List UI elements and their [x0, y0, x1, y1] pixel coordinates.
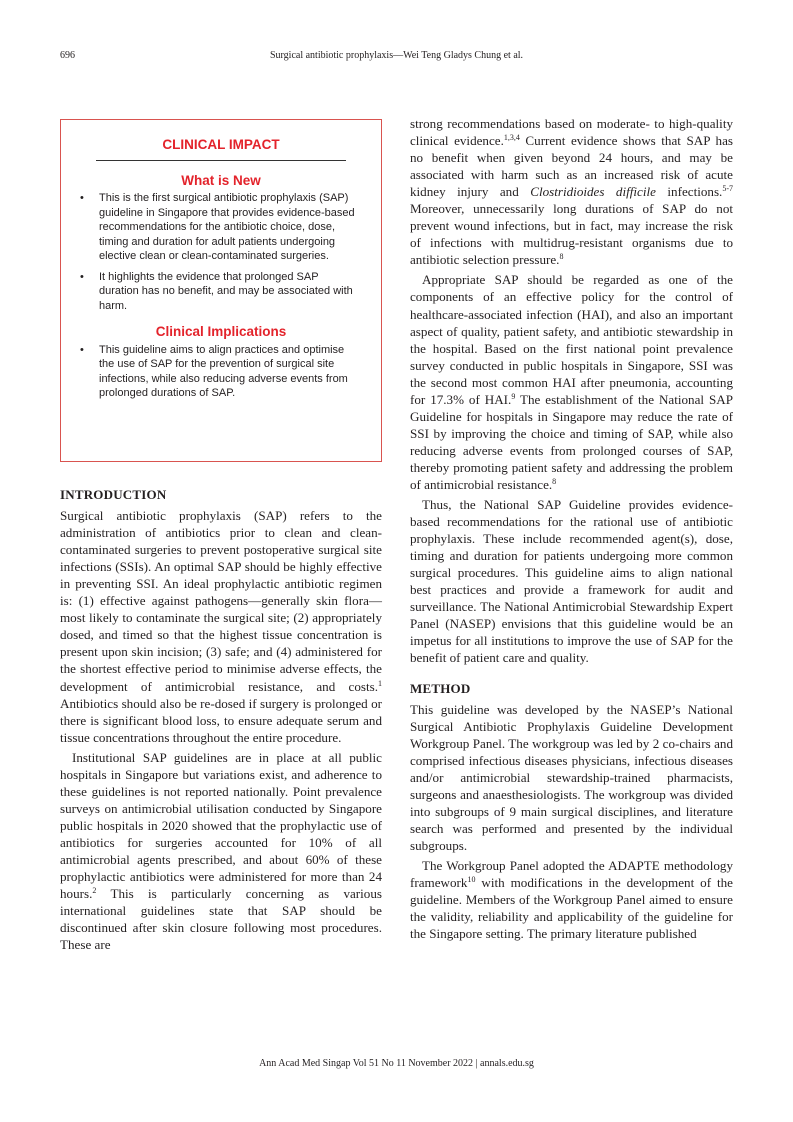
- text-run: The Workgroup Panel adopted the ADAPTE methodology framework: [410, 857, 733, 891]
- paragraph: [60, 507, 382, 746]
- paragraph: [60, 749, 382, 954]
- italic-term: Clostridioides difficile: [530, 184, 656, 200]
- text-run: Institutional SAP guidelines are in place at all public hospitals in Singapore but variations exist, and adherence to these guidelines is not reported nationally. Point prevalence surveys on antimicrobial utilisation conducted by Singapore public hospitals in 2020 showed that the prophylactic use of antibiotics for surgeries accounted for 10% of all antimicrobial agents prescribed, and about 60% of these prophylactic antibiotics were administered for more than 24 hours.: [60, 749, 382, 902]
- paragraph: [410, 115, 733, 268]
- clinical-implications-heading: Clinical Implications: [155, 324, 287, 339]
- box-divider: [96, 160, 346, 161]
- citation-ref: 2: [92, 886, 97, 896]
- text-run: This guideline was developed by the NASEP’s National Surgical Antibiotic Prophylaxis Guideline Development Workgroup Panel. The workgroup was led by 2 co-chairs and comprised infectious diseases physicians, infectious diseases and/or antimicrobial stewardship-trained pharmacists, surgeons and anaesthesiologists. The workgroup was divided into subgroups of 9 main surgical disciplines, and literature search was performed and presented by the individual subgroups.: [410, 701, 733, 853]
- text-run: infections.: [655, 184, 723, 200]
- box-title: CLINICAL IMPACT: [162, 137, 280, 152]
- paragraph: [410, 701, 733, 854]
- list-item: • This guideline aims to align practices and optimise the use of SAP for the prevention of surgical site infections, while also reducing adverse events from prolonged durations of SAP.: [99, 343, 381, 401]
- citation-ref: 1,3,4: [503, 133, 520, 143]
- list-item: • It highlights the evidence that prolonged SAP duration has no benefit, and may be associated with harm.: [99, 270, 381, 314]
- citation-ref: 8: [559, 252, 564, 262]
- page-footer: Ann Acad Med Singap Vol 51 No 11 November 2022 | annals.edu.sg: [259, 1058, 534, 1069]
- list-item: • This is the first surgical antibiotic prophylaxis (SAP) guideline in Singapore that provides evidence-based recommendations for the antibiotic choice, dose, timing and duration for adult patients undergoing elective clean or clean-contaminated surgeries.: [99, 191, 381, 264]
- text-run: strong recommendations based on moderate- to high-quality clinical evidence.: [410, 116, 733, 149]
- text-run: The establishment of the National SAP Guideline for hospitals in Singapore may reduce the rate of SSI by improving the choice and timing of SAP, while also reducing adverse events from prolonged courses of SAP, thereby promoting patient safety and addressing the problem of antimicrobial resistance.: [410, 391, 733, 492]
- citation-ref: 9: [511, 391, 516, 401]
- citation-ref: 5-7: [722, 184, 733, 194]
- section-heading: METHOD: [410, 680, 471, 696]
- page-number: 696: [60, 50, 75, 61]
- clinical-impact-box: [60, 119, 382, 462]
- text-run: Current evidence shows that SAP has no benefit when given beyond 24 hours, and may be associated with harm such as an increased risk of acute kidney injury and: [410, 133, 733, 200]
- text-run: Surgical antibiotic prophylaxis (SAP) refers to the administration of antibiotics prior to clean and clean-contaminated surgeries to prevent postoperative surgical site infections (SSIs). An optimal SAP should be highly effective in preventing SSI. An ideal prophylactic antibiotic regimen is: (1) effective against pathogens—generally skin flora—most likely to contaminate the surgical site; (2) appropriately dosed, and timed so that the highest tissue concentration is present upon skin incision; (3) safe; and (4) administered for the shortest effective period to minimise adverse effects, the development of antimicrobial resistance, and costs.: [60, 508, 382, 694]
- text-run: This is particularly concerning as various international guidelines state that SAP should be discontinued after skin closure following most procedures. These are: [60, 886, 382, 953]
- text-run: Moreover, unnecessarily long durations of SAP do not prevent wound infections, but in fact, may increase the risk of infections with multidrug-resistant organisms due to antibiotic selection pressure.: [410, 201, 733, 268]
- right-column: [410, 115, 733, 942]
- paragraph: [410, 496, 733, 666]
- section-heading: INTRODUCTION: [60, 487, 167, 502]
- paragraph: [410, 857, 733, 942]
- text-run: Thus, the National SAP Guideline provides evidence-based recommendations for the rational use of antibiotic prophylaxis. These include recommended agent(s), dose, timing and duration for patients undergoing more common surgical procedures. This guideline aims to align national best practices and provide a framework for audit and surveillance. The National Antimicrobial Stewardship Expert Panel (NASEP) envisions that this guideline would be an impetus for all institutions to improve the use of SAP for the benefit of patient care and quality.: [410, 497, 733, 666]
- citation-ref: 1: [378, 678, 382, 688]
- left-column: [60, 486, 382, 953]
- running-head: Surgical antibiotic prophylaxis—Wei Teng Gladys Chung et al.: [269, 50, 524, 61]
- paragraph: [410, 271, 733, 493]
- clinical-implications-list: [61, 343, 381, 401]
- text-run: Antibiotics should also be re-dosed if surgery is prolonged or there is significant blood loss, to ensure adequate serum and tissue concentrations throughout the entire procedure.: [60, 695, 382, 745]
- citation-ref: 8: [552, 476, 557, 486]
- what-is-new-list: [61, 191, 381, 313]
- citation-ref: 10: [467, 875, 476, 885]
- text-run: Appropriate SAP should be regarded as one of the components of an effective policy for the control of healthcare-associated infection (HAI), and also an important aspect of quality, patient safety, and antibiotic stewardship in the hospital. Based on the first national point prevalence survey conducted in public hospitals in Singapore, SSI was the second most common HAI after pneumonia, accounting for 17.3% of HAI.: [410, 272, 733, 407]
- what-is-new-heading: What is New: [181, 172, 261, 188]
- text-run: with modifications in the development of the guideline. Members of the Workgroup Panel aimed to ensure the validity, reliability and applicability of the guideline for the Singapore setting. The primary literature published: [410, 875, 733, 942]
